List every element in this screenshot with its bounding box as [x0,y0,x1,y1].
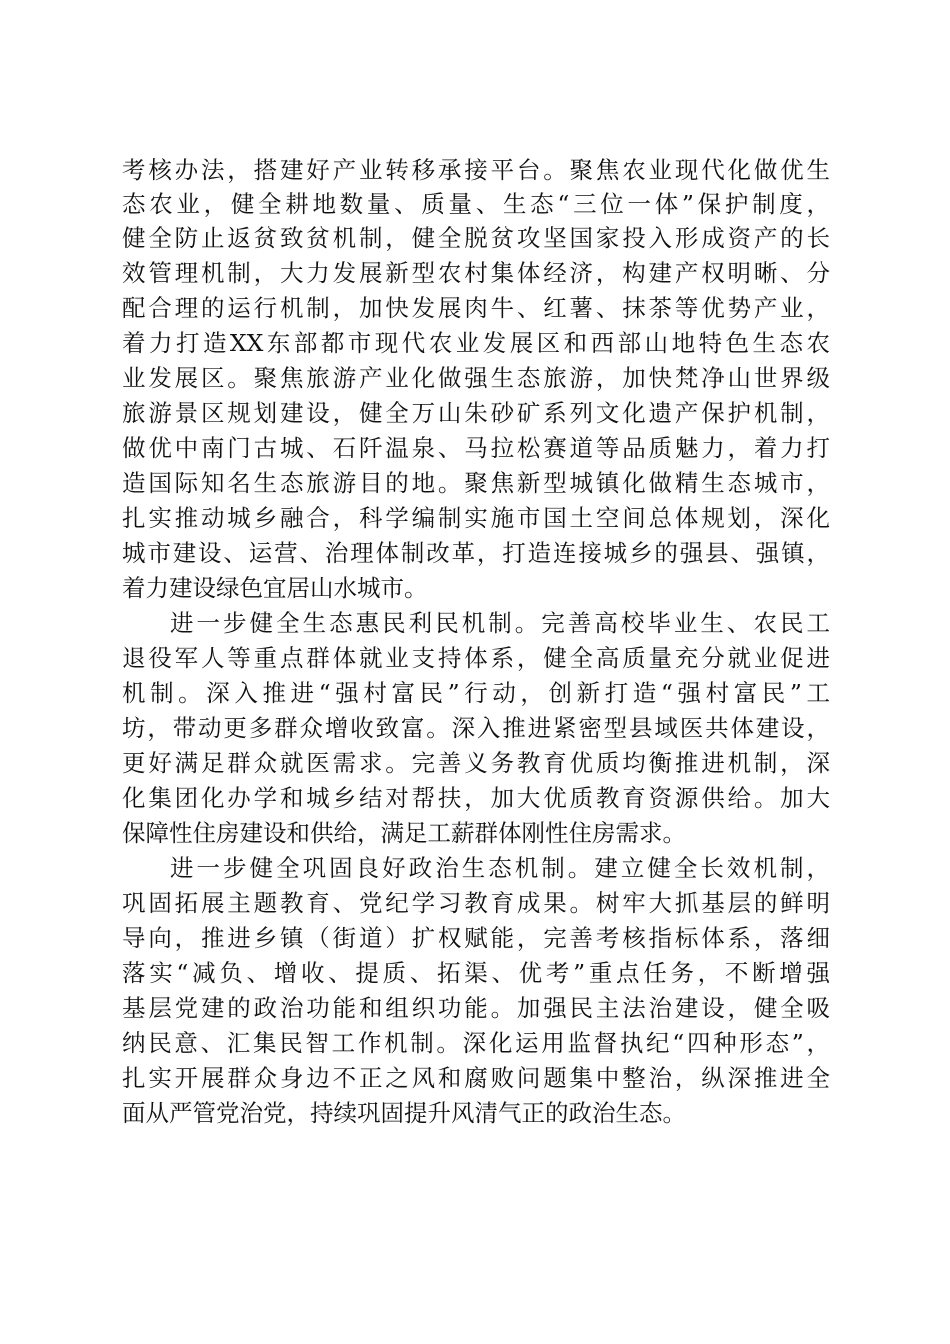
text-line: 做优中南门古城、石阡温泉、马拉松赛道等品质魅力，着力打 [122,434,830,462]
text-line: 纳民意、汇集民智工作机制。深化运用监督执纪“四种形态”， [122,1029,830,1057]
text-line: 坊，带动更多群众增收致富。深入推进紧密型县域医共体建设， [122,714,830,742]
text-line: 着力建设绿色宜居山水城市。 [122,574,428,602]
text-line: 落实“减负、增收、提质、拓渠、优考”重点任务，不断增强 [122,959,830,987]
text-line: 保障性住房建设和供给，满足工薪群体刚性住房需求。 [122,819,686,847]
text-line: 更好满足群众就医需求。完善义务教育优质均衡推进机制，深 [122,749,830,777]
text-line: 机制。深入推进“强村富民”行动，创新打造“强村富民”工 [122,679,830,707]
text-line: 基层党建的政治功能和组织功能。加强民主法治建设，健全吸 [122,994,830,1022]
text-line: 配合理的运行机制，加快发展肉牛、红薯、抹茶等优势产业， [122,294,830,322]
text-line: 扎实开展群众身边不正之风和腐败问题集中整治，纵深推进全 [122,1064,830,1092]
text-line: 扎实推动城乡融合，科学编制实施市国土空间总体规划，深化 [122,504,830,532]
text-line: 城市建设、运营、治理体制改革，打造连接城乡的强县、强镇， [122,539,830,567]
text-line: 考核办法，搭建好产业转移承接平台。聚焦农业现代化做优生 [122,156,830,184]
text-line: 健全防止返贫致贫机制，健全脱贫攻坚国家投入形成资产的长 [122,224,830,252]
text-line: 化集团化办学和城乡结对帮扶，加大优质教育资源供给。加大 [122,784,830,812]
text-line: 造国际知名生态旅游目的地。聚焦新型城镇化做精生态城市， [122,469,830,497]
text-line: 面从严管党治党，持续巩固提升风清气正的政治生态。 [122,1099,686,1127]
text-line: 效管理机制，大力发展新型农村集体经济，构建产权明晰、分 [122,259,830,287]
paragraph-first-line: 进一步健全巩固良好政治生态机制。建立健全长效机制， [170,854,830,882]
paragraph-first-line: 进一步健全生态惠民利民机制。完善高校毕业生、农民工 [170,609,830,637]
text-line: 导向，推进乡镇（街道）扩权赋能，完善考核指标体系，落细 [122,924,830,952]
text-line: 旅游景区规划建设，健全万山朱砂矿系列文化遗产保护机制， [122,399,830,427]
text-line: 业发展区。聚焦旅游产业化做强生态旅游，加快梵净山世界级 [122,364,830,392]
text-line: 态农业，健全耕地数量、质量、生态“三位一体”保护制度， [122,190,830,218]
text-line: 退役军人等重点群体就业支持体系，健全高质量充分就业促进 [122,644,830,672]
text-line: 巩固拓展主题教育、党纪学习教育成果。树牢大抓基层的鲜明 [122,889,830,917]
text-line: 着力打造XX东部都市现代农业发展区和西部山地特色生态农 [122,329,830,357]
